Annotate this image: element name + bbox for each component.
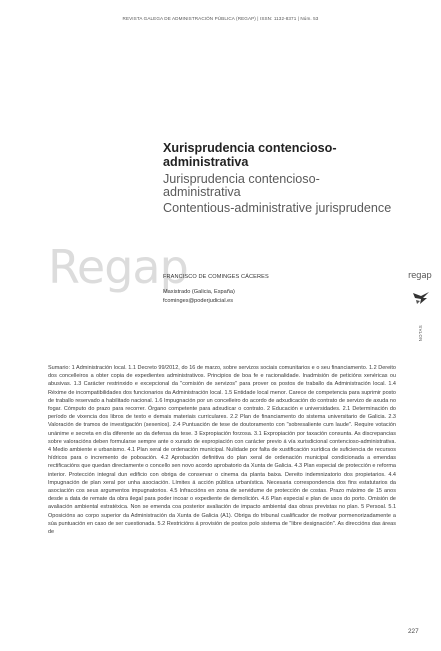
regap-watermark-logo: Regap <box>48 240 188 294</box>
summary-paragraph: Sumario: 1 Administración local. 1.1 Decreto 99/2012, do 16 de marzo, sobre servizos sociais comunitarios e o seu financiamento. 1.2 Dereito dos concelleiros a obter copia de expedientes administrativos. Principios de boa fe e racionalidade. Inadmisión de peticións xenéricas ou abusivas. 1.3 Carácter restrinxido e excepcional da "comisión de servizos" para prover os postos de traballo da Administración local. 1.4 Réxime de incompatibilidades dos funcionarios da Administración local. 1.5 Entidade local menor. Carece de competencia para suprimir posto de traballo reservado a habilitado nacional. 1.6 Impugnación por un concelleiro do acordo de adxudicación do contrato de servizo de axuda no fogar. Cómputo do prazo para recorrer. Órgano competente para adxudicar o contrato. 2 Educación e universidades. 2.1 Determinación do período de vixencia dos libros de texto e demais materiais curriculares. 2.2 Plan de financiamento do sistema universitario de Galicia. 2.3 Valoración de tramos de investigación (sexenios). 2.4 Puntuación de tese de doutoramento con "sobresaliente cum laude". Require votación unánime e secreta en día diferente ao da defensa da tese. 3 Expropiación forzosa. 3.1 Expropiación por taxación conxunta. As discrepancias sobre valoracións deben formularse sempre ante o xurado de expropiación con carácter previo á vía xurisdicional contencioso-administrativa. 4 Medio ambiente e urbanismo. 4.1 Plan xeral de ordenación municipal. Nulidade por falta de xustificación xurídica de suficiencia de recursos hídricos para o incremento de poboación. 4.2 Aprobación definitiva do plan xeral de ordenación municipal condicionada a emendas rectificacións que quedan directamente o concello sen novo acordo aprobatorio da Xunta de Galicia. 4.3 Plan especial de protección e reforma interior. Protección integral dun edificio con obriga de conservar o cinema da planta baixa. Dereito indemnizatorio dos propietarios. 4.4 Impugnación de plan xeral por unha asociación. Límites á acción pública urbanística. Necesaria correspondencia dos fins estatutarios da asociación cos seus argumentos impugnatorios. 4.5 Infraccións en zona de servidume de protección de costas. Prazo máximo de 15 anos desde a data de remate da obra ilegal para poder incoar o expediente de demolición. 4.6 Plan especial e plan de usos do porto. Omisión de avaliación ambiental estratéxica. Non se emenda coa posterior avaliación de impacto ambiental das obras previstas no plan. 5 Persoal. 5.1 Oposicións ao corpo superior da Administración da Xunta de Galicia (A1). Obriga do tribunal cualificador de motivar pormenorizadamente a súa puntuación en caso de ser cuestionada. 5.2 Restricións á provisión de postos polo sistema de "libre designación". As direccións das áreas de <box>48 365 396 536</box>
author-email: fcominges@poderjudicial.es <box>163 298 234 304</box>
sidebar-regap-logo: regap <box>408 271 432 281</box>
author-name: FRANCISCO DE COMINGES CÁCERES <box>163 274 269 280</box>
article-title-spanish: Jurisprudencia contencioso-administrativa <box>163 172 320 199</box>
running-head: REVISTA GALEGA DE ADMINISTRACIÓN PÚBLICA (REGAP) | ISSN: 1132-8371 | Núm. 53 <box>122 16 319 21</box>
title-block <box>163 141 393 215</box>
article-title-english: Contentious-administrative jurisprudence <box>163 201 392 215</box>
regap-bird-icon <box>412 290 430 306</box>
author-role: Maxistrado (Galicia, España) <box>163 289 235 295</box>
section-label: NOTAS <box>418 325 423 342</box>
author-block <box>163 273 269 306</box>
article-title-galician: Xurisprudencia contencioso-administrativa <box>163 141 337 169</box>
page-number: 227 <box>408 628 419 635</box>
